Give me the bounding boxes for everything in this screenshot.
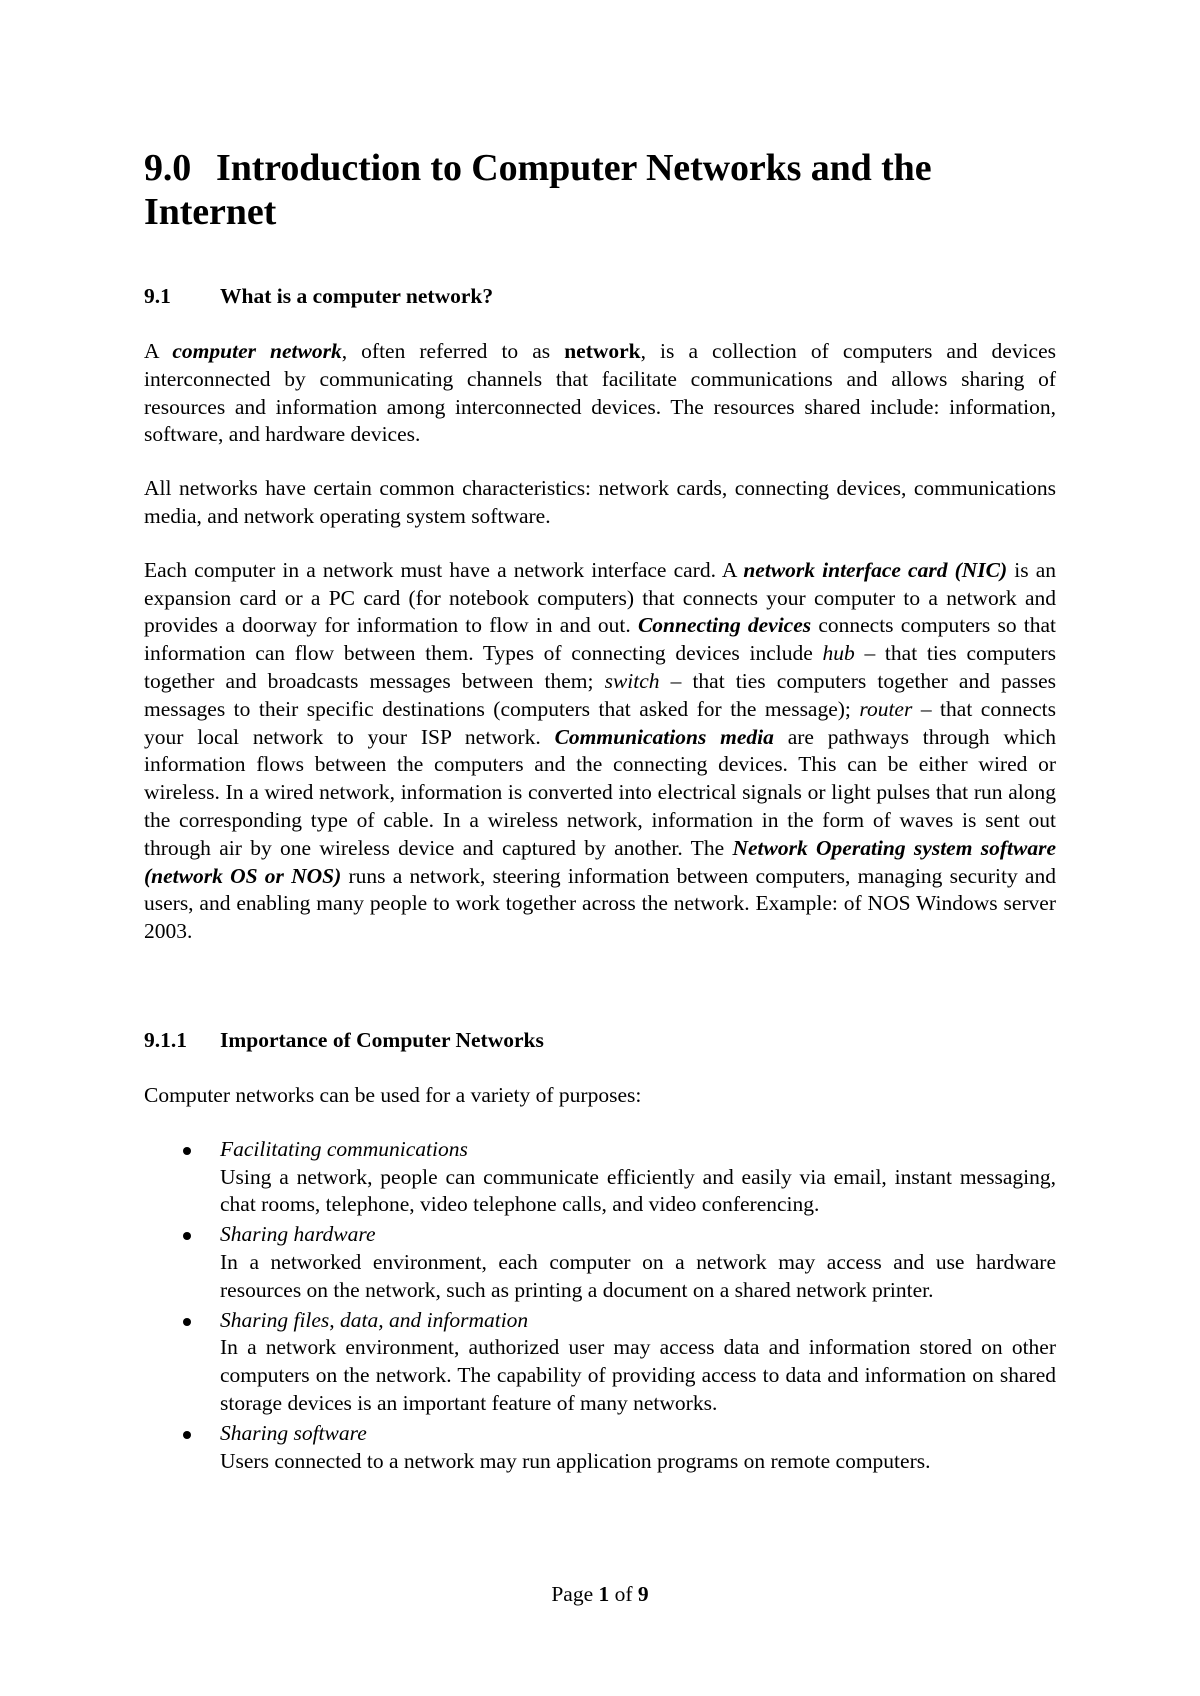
text-run: are pathways through which information flows between the computers and the connecting devices. This can be either wired or wireless. In a wired network, information is converted into electrical signals or light pulses that run along the corresponding type of cable. In a wireless network, information in the form of waves is sent out through air by one wireless device and captured by another. The xyxy=(144,724,1056,860)
list-item-title: Sharing software xyxy=(220,1420,367,1445)
purposes-list xyxy=(144,1136,1056,1476)
bullet-icon xyxy=(183,1147,191,1155)
section-number: 9.1 xyxy=(144,284,171,308)
term-network: network xyxy=(564,339,641,363)
text-run: , often referred to as xyxy=(341,339,565,363)
title-number: 9.0 xyxy=(144,147,192,189)
text-run: runs a network, steering information between computers, managing security and users, and enabling many people to work together across the network. Example: of NOS Windows server 2003. xyxy=(144,863,1056,944)
page-title xyxy=(144,146,1056,234)
bullet-icon xyxy=(183,1232,191,1240)
term-nos: Network Operating system software (network OS or NOS) xyxy=(144,835,1057,888)
list-item xyxy=(144,1307,1056,1418)
list-item-title: Facilitating communications xyxy=(220,1136,468,1161)
list-item-description: In a networked environment, each computer on a network may access and use hardware resources on the network, such as printing a document on a shared network printer. xyxy=(220,1249,1056,1302)
text-run: – that ties computers together and passes messages to their specific destinations (computers that asked for the message); xyxy=(144,668,1056,721)
term-connecting-devices: Connecting devices xyxy=(637,613,812,638)
text-run: is an expansion card or a PC card (for notebook computers) that connects your computer to a network and provides a doorway for information to flow in and out. xyxy=(144,557,1056,638)
term-computer-network: computer network xyxy=(172,339,342,363)
section-heading-9-1 xyxy=(144,282,1056,310)
footer-of-word: of xyxy=(614,1582,633,1606)
text-run: – that connects your local network to your ISP network. xyxy=(144,696,1056,749)
paragraph-definition xyxy=(144,338,1056,449)
text-run: A xyxy=(144,339,173,363)
page-footer xyxy=(0,1580,1200,1608)
paragraph-components xyxy=(144,557,1056,946)
bullet-icon xyxy=(183,1318,191,1326)
text-run: – that ties computers together and broadcasts messages between them; xyxy=(144,641,1056,693)
list-item-description: In a network environment, authorized user may access data and information stored on other computers on the network. The capability of providing access to data and information on shared storage devices is an important feature of many networks. xyxy=(220,1335,1056,1415)
paragraph-purposes-intro: Computer networks can be used for a variety of purposes: xyxy=(144,1082,642,1107)
section-heading-9-1-1 xyxy=(144,1026,1056,1054)
text-run: , is a collection of computers and devices interconnected by communicating channels that facilitate communications and allows sharing of resources and information among interconnected devices. The resources shared include: information, software, and hardware devices. xyxy=(144,339,1056,447)
page-content xyxy=(144,146,1056,1477)
section-heading-text: What is a computer network? xyxy=(220,284,494,308)
text-run: Each computer in a network must have a network interface card. A xyxy=(144,557,744,582)
term-router: router xyxy=(859,696,913,721)
footer-page-number: 1 xyxy=(598,1582,610,1606)
section-heading-text: Importance of Computer Networks xyxy=(220,1027,544,1052)
term-communications-media: Communications media xyxy=(554,724,774,749)
list-item-description: Users connected to a network may run application programs on remote computers. xyxy=(220,1448,931,1473)
term-nic: network interface card (NIC) xyxy=(743,557,1008,582)
list-item-title: Sharing hardware xyxy=(220,1222,376,1247)
list-item-description: Using a network, people can communicate efficiently and easily via email, instant messaging, chat rooms, telephone, video telephone calls, and video conferencing. xyxy=(220,1164,1056,1217)
term-hub: hub xyxy=(822,641,855,666)
title-text: Introduction to Computer Networks and the Internet xyxy=(144,147,932,233)
section-number: 9.1.1 xyxy=(144,1027,187,1052)
list-item xyxy=(144,1420,1056,1476)
bullet-icon xyxy=(183,1431,191,1439)
term-switch: switch xyxy=(604,668,660,693)
list-item xyxy=(144,1221,1056,1304)
footer-page-word: Page xyxy=(551,1582,594,1606)
list-item xyxy=(144,1136,1056,1219)
footer-page-total: 9 xyxy=(637,1582,649,1606)
text-run: connects computers so that information can flow between them. Types of connecting devices include xyxy=(144,613,1056,666)
list-item-title: Sharing files, data, and information xyxy=(220,1307,529,1332)
paragraph-characteristics: All networks have certain common characteristics: network cards, connecting devices, communications media, and network operating system software. xyxy=(144,476,1056,528)
